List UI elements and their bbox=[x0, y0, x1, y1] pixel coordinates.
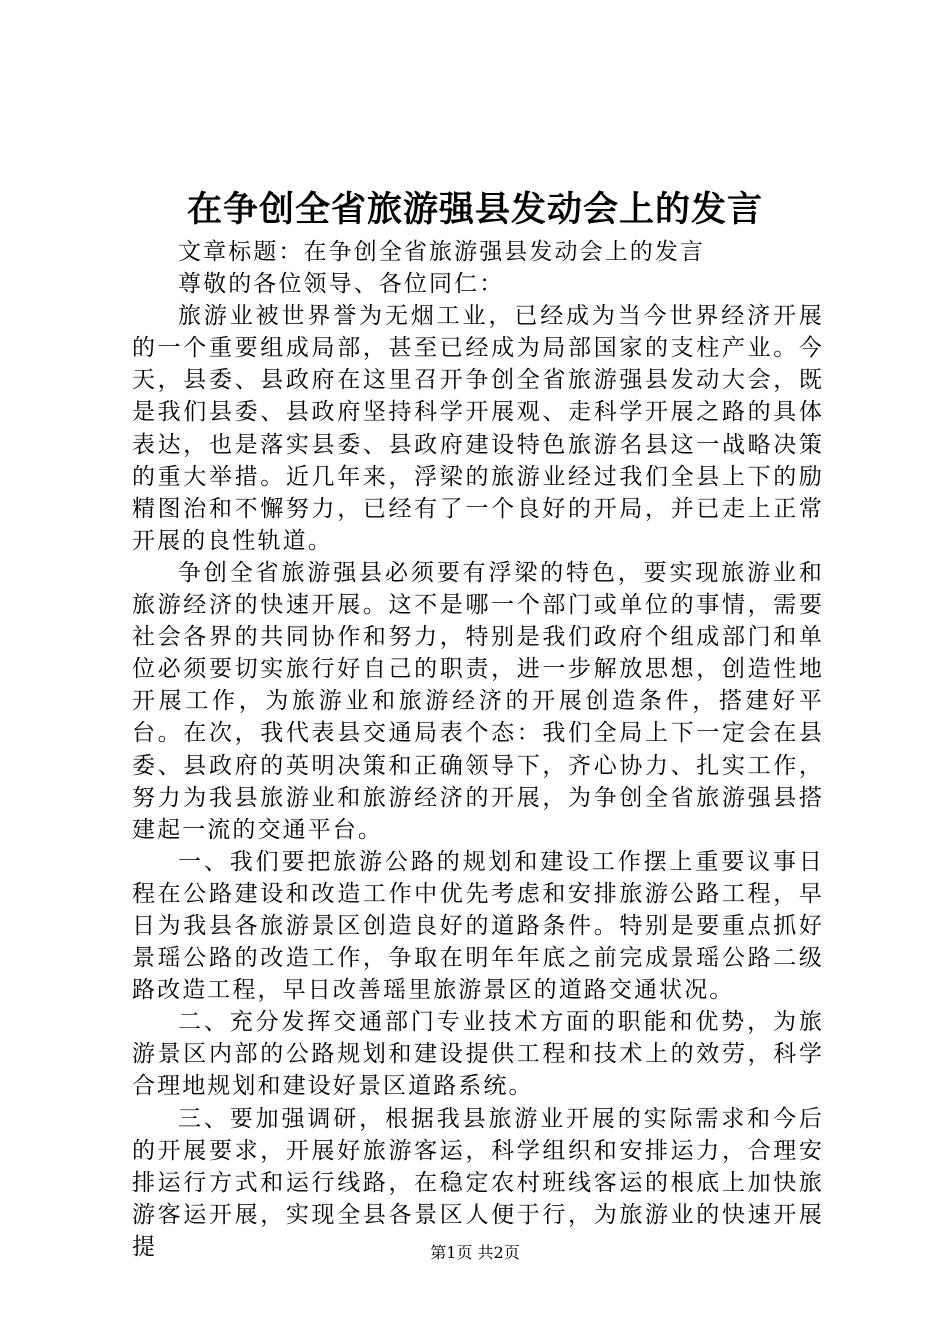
document-body bbox=[132, 236, 824, 1263]
paragraph: 争创全省旅游强县必须要有浮梁的特色，要实现旅游业和旅游经济的快速开展。这不是哪一个部门或单位的事情，需要社会各界的共同协作和努力，特别是我们政府个组成部门和单位必须要切实旅行好自己的职责，进一步解放思想，创造性地开展工作，为旅游业和旅游经济的开展创造条件，搭建好平台。在次，我代表县交通局表个态：我们全局上下一定会在县委、县政府的英明决策和正确领导下，齐心协力、扎实工作，努力为我县旅游业和旅游经济的开展，为争创全省旅游强县搭建起一流的交通平台。 bbox=[132, 559, 824, 843]
article-title-line: 文章标题：在争创全省旅游强县发动会上的发言 bbox=[178, 239, 706, 265]
paragraph: 三、要加强调研，根据我县旅游业开展的实际需求和今后的开展要求，开展好旅游客运，科学组织和安排运力，合理安排运行方式和运行线路，在稳定农村班线客运的根底上加快旅游客运开展，实现全县各景区人便于行，为旅游业的快速开展提 bbox=[132, 1105, 824, 1260]
page-number-footer: 第1页 共2页 bbox=[430, 1243, 520, 1262]
salutation: 尊敬的各位领导、各位同仁： bbox=[178, 271, 505, 298]
paragraph: 一、我们要把旅游公路的规划和建设工作摆上重要议事日程在公路建设和改造工作中优先考虑和安排旅游公路工程，早日为我县各旅游景区创造良好的道路条件。特别是要重点抓好景瑶公路的改造工作，争取在明年年底之前完成景瑶公路二级路改造工程，早日改善瑶里旅游景区的道路交通状况。 bbox=[132, 848, 824, 1004]
document-title: 在争创全省旅游强县发动会上的发言 bbox=[186, 190, 763, 230]
paragraph: 旅游业被世界誉为无烟工业，已经成为当今世界经济开展的一个重要组成局部，甚至已经成为局部国家的支柱产业。今天，县委、县政府在这里召开争创全省旅游强县发动大会，既是我们县委、县政府坚持科学开展观、走科学开展之路的具体表达，也是落实县委、县政府建设特色旅游名县这一战略决策的重大举措。近几年来，浮梁的旅游业经过我们全县上下的励精图治和不懈努力，已经有了一个良好的开局，并已走上正常开展的良性轨道。 bbox=[132, 303, 824, 554]
paragraph: 二、充分发挥交通部门专业技术方面的职能和优势，为旅游景区内部的公路规划和建设提供工程和技术上的效劳，科学合理地规划和建设好景区道路系统。 bbox=[132, 1009, 824, 1100]
